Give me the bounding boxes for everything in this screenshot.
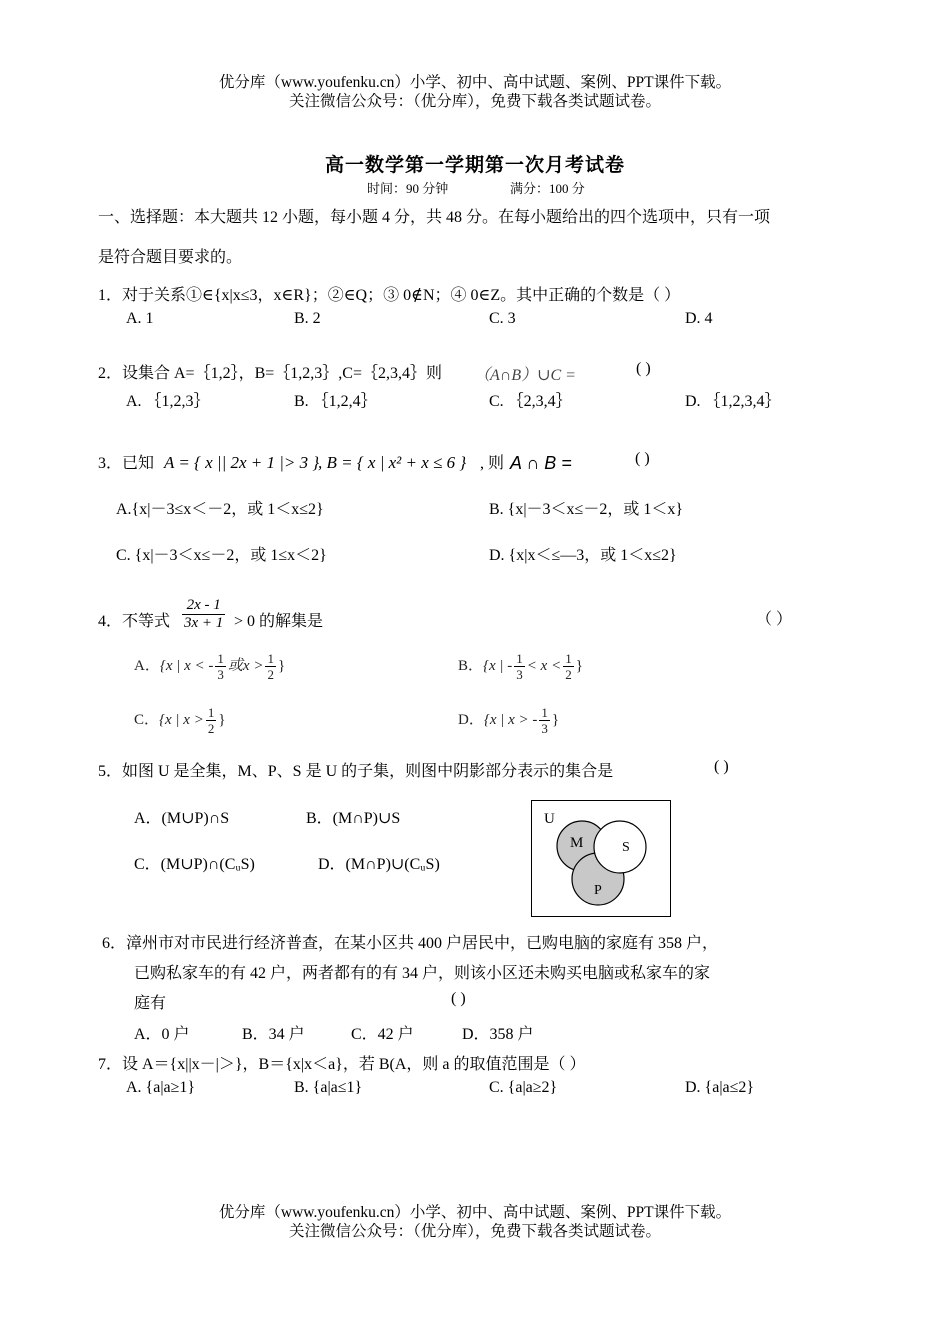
- q6-line-3: 庭有: [134, 995, 167, 1012]
- footer-line-1: 优分库（www.youfenku.cn）小学、初中、高中试题、案例、PPT课件下载。: [218, 1204, 732, 1221]
- q4-a-frac1-den: 3: [217, 667, 224, 682]
- q5-option-b: B．(M∩P)∪S: [306, 810, 401, 827]
- q1-option-d: D. 4: [685, 310, 713, 327]
- venn-diagram: [531, 800, 671, 917]
- q7-stem: 7．设 A＝{x||x－|＞}，B＝{x|x＜a}，若 B(A，则 a 的取值范围是（ ）: [98, 1056, 586, 1073]
- q3-set-a: A = { x || 2x + 1 |> 3 }: [164, 453, 320, 472]
- q5-option-a: A．(M∪P)∩S: [134, 810, 230, 827]
- q2-stem: 2．设集合 A=｛1,2｝，B=｛1,2,3｝,C=｛2,3,4｝则: [98, 365, 442, 382]
- q4-rest: > 0 的解集是: [234, 613, 324, 630]
- q2-option-a: A. ｛1,2,3｝: [126, 393, 210, 410]
- venn-label-p: P: [594, 883, 602, 898]
- exam-title: 高一数学第一学期第一次月考试卷: [324, 155, 625, 176]
- q3-option-a: A.{x|－3≤x＜－2，或 1＜x≤2}: [116, 501, 324, 518]
- q4-option-b: [458, 651, 583, 682]
- q3-lead: 3．已知: [98, 455, 155, 472]
- q2-answer-paren: ( ): [636, 360, 651, 377]
- q4-denominator: 3x + 1: [184, 615, 224, 631]
- venn-label-m: M: [570, 835, 584, 851]
- q6-option-c: C．42 户: [351, 1026, 414, 1043]
- q7-option-c: C. {a|a≥2}: [489, 1079, 558, 1096]
- venn-label-u: U: [544, 811, 555, 827]
- q4-d-pre: {x | x > -: [483, 711, 538, 728]
- q4-option-a: [134, 651, 285, 682]
- q4-numerator: 2x - 1: [182, 597, 225, 615]
- q4-d-frac-den: 3: [541, 721, 548, 736]
- venn-label-s: S: [622, 840, 630, 855]
- q4-a-frac1-num: 1: [217, 651, 224, 666]
- q7-option-a: A. {a|a≥1}: [126, 1079, 196, 1096]
- exam-time: 时间：90 分钟: [367, 181, 449, 196]
- q3-option-d: D. {x|x＜≤—3，或 1＜x≤2}: [489, 547, 677, 564]
- q6-option-b: B．34 户: [242, 1026, 305, 1043]
- q4-b-label: B．: [458, 657, 484, 674]
- q4-c-pre: {x | x >: [159, 711, 204, 728]
- exam-score: 满分：100 分: [510, 181, 585, 196]
- q7-option-b: B. {a|a≤1}: [294, 1079, 363, 1096]
- q4-b-mid: < x <: [526, 657, 562, 674]
- q3-expression: A ∩ B =: [510, 453, 572, 473]
- q5-answer-paren: ( ): [714, 758, 729, 775]
- q4-a-post: }: [277, 657, 286, 674]
- q3-option-b: B. {x|－3＜x≤－2，或 1＜x}: [489, 501, 684, 518]
- q1-option-a: A. 1: [126, 310, 154, 327]
- q4-option-d: [458, 705, 559, 736]
- q6-option-a: A．0 户: [134, 1026, 190, 1043]
- section-instruction-line-2: 是符合题目要求的。: [98, 249, 243, 266]
- header-line-2: 关注微信公众号：（优分库），免费下载各类试题试卷。: [288, 93, 661, 110]
- q4-d-frac-num: 1: [541, 705, 548, 720]
- q3-set-b: , B = { x | x² + x ≤ 6 }: [318, 453, 467, 472]
- venn-circle-s: [594, 821, 646, 873]
- q4-d-label: D．: [458, 711, 484, 728]
- q3-option-c: C. {x|－3＜x≤－2，或 1≤x＜2}: [116, 547, 327, 564]
- q4-a-label: A．: [134, 657, 160, 674]
- q4-b-frac2-num: 1: [565, 651, 572, 666]
- q4-c-post: }: [218, 711, 226, 728]
- q2-expression: （A∩B）∪C =: [474, 367, 576, 384]
- q6-line-1: 6．漳州市对市民进行经济普查，在某小区共 400 户居民中，已购电脑的家庭有 358 户，: [102, 935, 719, 952]
- q4-b-frac1-num: 1: [516, 651, 523, 666]
- q6-answer-paren: ( ): [451, 990, 466, 1007]
- q5-stem: 5．如图 U 是全集，M、P、S 是 U 的子集，则图中阴影部分表示的集合是: [98, 763, 614, 780]
- q4-c-frac-den: 2: [207, 721, 215, 736]
- q4-b-post: }: [575, 657, 583, 674]
- q4-b-pre: {x | -: [483, 657, 513, 674]
- q4-c-label: C．: [134, 711, 160, 728]
- q2-option-b: B. ｛1,2,4｝: [294, 393, 377, 410]
- q1-stem: 1．对于关系①∈{x|x≤3，x∈R}；②∈Q；③ 0∉N；④ 0∈Z。其中正确的个数是（ ）: [98, 287, 681, 304]
- q4-c-frac-num: 1: [207, 705, 215, 720]
- q4-a-frac2-num: 1: [267, 651, 274, 666]
- q4-d-post: }: [551, 711, 560, 728]
- q3-then: , 则: [480, 455, 505, 472]
- q6-option-d: D．358 户: [462, 1026, 534, 1043]
- q4-answer-paren: （ ）: [756, 611, 793, 628]
- q4-b-frac1-den: 3: [516, 667, 523, 682]
- q4-a-mid: 或x >: [227, 657, 264, 674]
- q1-option-b: B. 2: [294, 310, 321, 327]
- q5-option-d: D．(M∩P)∪(CᵤS): [318, 856, 440, 873]
- q6-line-2: 已购私家车的有 42 户，两者都有的有 34 户，则该小区还未购买电脑或私家车的家: [134, 965, 711, 982]
- q2-option-d: D. ｛1,2,3,4｝: [685, 393, 781, 410]
- q4-a-frac2-den: 2: [267, 667, 274, 682]
- q5-option-c: C．(M∪P)∩(CᵤS): [134, 856, 255, 873]
- q3-answer-paren: ( ): [635, 450, 650, 467]
- q4-lead: 4．不等式: [98, 613, 171, 630]
- q4-b-frac2-den: 2: [565, 667, 572, 682]
- venn-svg: [532, 801, 670, 916]
- q4-option-c: [134, 705, 226, 736]
- section-instruction-line-1: 一、选择题：本大题共 12 小题，每小题 4 分，共 48 分。在每小题给出的四个选项中，只有一项: [98, 209, 771, 226]
- q1-option-c: C. 3: [489, 310, 516, 327]
- q4-fraction: [180, 597, 227, 632]
- q4-a-pre: {x | x < -: [159, 657, 214, 674]
- q7-option-d: D. {a|a≤2}: [685, 1079, 755, 1096]
- header-line-1: 优分库（www.youfenku.cn）小学、初中、高中试题、案例、PPT课件下载。: [218, 74, 732, 91]
- q2-option-c: C. ｛2,3,4｝: [489, 393, 572, 410]
- footer-line-2: 关注微信公众号：（优分库），免费下载各类试题试卷。: [288, 1223, 661, 1240]
